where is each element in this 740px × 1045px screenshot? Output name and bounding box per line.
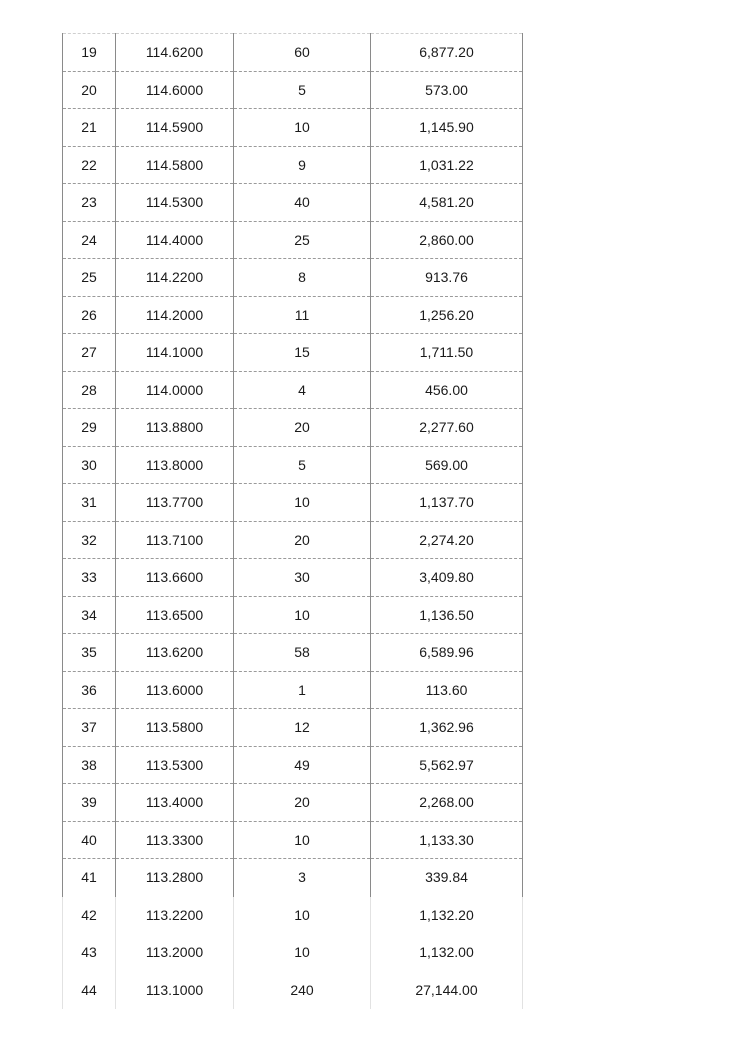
amount-cell: 2,860.00 (371, 221, 523, 259)
table-row (63, 709, 523, 747)
price-cell: 114.4000 (116, 221, 234, 259)
row-number-cell: 39 (63, 784, 116, 822)
price-cell: 113.8800 (116, 409, 234, 447)
row-number-cell: 24 (63, 221, 116, 259)
price-cell: 113.7100 (116, 521, 234, 559)
price-cell: 113.2800 (116, 859, 234, 897)
amount-cell: 2,268.00 (371, 784, 523, 822)
table-row (63, 634, 523, 672)
price-cell: 114.6000 (116, 71, 234, 109)
row-number-cell: 20 (63, 71, 116, 109)
price-cell: 113.3300 (116, 821, 234, 859)
table-row (63, 34, 523, 72)
price-cell: 113.1000 (116, 971, 234, 1009)
amount-cell: 2,274.20 (371, 521, 523, 559)
quantity-cell: 4 (234, 371, 371, 409)
row-number-cell: 40 (63, 821, 116, 859)
table-row (63, 559, 523, 597)
quantity-cell: 10 (234, 109, 371, 147)
row-number-cell: 26 (63, 296, 116, 334)
transactions-table (62, 33, 523, 1009)
quantity-cell: 15 (234, 334, 371, 372)
quantity-cell: 5 (234, 446, 371, 484)
price-cell: 113.7700 (116, 484, 234, 522)
price-cell: 113.6600 (116, 559, 234, 597)
table-row (63, 784, 523, 822)
quantity-cell: 12 (234, 709, 371, 747)
quantity-cell: 11 (234, 296, 371, 334)
table-row (63, 334, 523, 372)
table-row (63, 296, 523, 334)
row-number-cell: 41 (63, 859, 116, 897)
price-cell: 114.2000 (116, 296, 234, 334)
amount-cell: 456.00 (371, 371, 523, 409)
row-number-cell: 42 (63, 896, 116, 934)
table-row (63, 746, 523, 784)
quantity-cell: 10 (234, 896, 371, 934)
table-row (63, 184, 523, 222)
row-number-cell: 44 (63, 971, 116, 1009)
amount-cell: 3,409.80 (371, 559, 523, 597)
row-number-cell: 33 (63, 559, 116, 597)
amount-cell: 6,877.20 (371, 34, 523, 72)
amount-cell: 1,031.22 (371, 146, 523, 184)
quantity-cell: 8 (234, 259, 371, 297)
amount-cell: 1,132.00 (371, 934, 523, 972)
amount-cell: 1,362.96 (371, 709, 523, 747)
quantity-cell: 58 (234, 634, 371, 672)
row-number-cell: 31 (63, 484, 116, 522)
table-row (63, 409, 523, 447)
amount-cell: 913.76 (371, 259, 523, 297)
price-cell: 114.1000 (116, 334, 234, 372)
amount-cell: 573.00 (371, 71, 523, 109)
table-row (63, 146, 523, 184)
quantity-cell: 20 (234, 521, 371, 559)
row-number-cell: 22 (63, 146, 116, 184)
quantity-cell: 3 (234, 859, 371, 897)
table-row (63, 446, 523, 484)
quantity-cell: 9 (234, 146, 371, 184)
row-number-cell: 29 (63, 409, 116, 447)
row-number-cell: 38 (63, 746, 116, 784)
table-row (63, 821, 523, 859)
price-cell: 114.5800 (116, 146, 234, 184)
quantity-cell: 49 (234, 746, 371, 784)
row-number-cell: 35 (63, 634, 116, 672)
table-row (63, 221, 523, 259)
quantity-cell: 20 (234, 409, 371, 447)
row-number-cell: 28 (63, 371, 116, 409)
quantity-cell: 10 (234, 821, 371, 859)
quantity-cell: 10 (234, 934, 371, 972)
table-row (63, 596, 523, 634)
table-row (63, 109, 523, 147)
price-cell: 113.6200 (116, 634, 234, 672)
price-cell: 113.2000 (116, 934, 234, 972)
quantity-cell: 30 (234, 559, 371, 597)
amount-cell: 1,136.50 (371, 596, 523, 634)
price-cell: 113.5300 (116, 746, 234, 784)
price-cell: 113.5800 (116, 709, 234, 747)
table-row (63, 484, 523, 522)
table-row (63, 934, 523, 972)
row-number-cell: 21 (63, 109, 116, 147)
table-row (63, 671, 523, 709)
amount-cell: 569.00 (371, 446, 523, 484)
quantity-cell: 240 (234, 971, 371, 1009)
amount-cell: 2,277.60 (371, 409, 523, 447)
price-cell: 113.6000 (116, 671, 234, 709)
price-cell: 114.6200 (116, 34, 234, 72)
row-number-cell: 37 (63, 709, 116, 747)
price-cell: 113.6500 (116, 596, 234, 634)
row-number-cell: 25 (63, 259, 116, 297)
quantity-cell: 60 (234, 34, 371, 72)
quantity-cell: 25 (234, 221, 371, 259)
amount-cell: 4,581.20 (371, 184, 523, 222)
price-cell: 113.4000 (116, 784, 234, 822)
row-number-cell: 23 (63, 184, 116, 222)
amount-cell: 27,144.00 (371, 971, 523, 1009)
row-number-cell: 34 (63, 596, 116, 634)
table-row (63, 71, 523, 109)
row-number-cell: 30 (63, 446, 116, 484)
quantity-cell: 10 (234, 484, 371, 522)
amount-cell: 339.84 (371, 859, 523, 897)
row-number-cell: 36 (63, 671, 116, 709)
amount-cell: 6,589.96 (371, 634, 523, 672)
amount-cell: 113.60 (371, 671, 523, 709)
table-row (63, 259, 523, 297)
table-row (63, 896, 523, 934)
price-cell: 113.8000 (116, 446, 234, 484)
row-number-cell: 19 (63, 34, 116, 72)
amount-cell: 1,145.90 (371, 109, 523, 147)
price-cell: 114.2200 (116, 259, 234, 297)
quantity-cell: 20 (234, 784, 371, 822)
transactions-table-body (63, 34, 523, 1009)
price-cell: 113.2200 (116, 896, 234, 934)
row-number-cell: 27 (63, 334, 116, 372)
quantity-cell: 1 (234, 671, 371, 709)
amount-cell: 1,256.20 (371, 296, 523, 334)
table-row (63, 971, 523, 1009)
price-cell: 114.5900 (116, 109, 234, 147)
amount-cell: 1,132.20 (371, 896, 523, 934)
table-row (63, 521, 523, 559)
amount-cell: 1,711.50 (371, 334, 523, 372)
table-row (63, 371, 523, 409)
price-cell: 114.5300 (116, 184, 234, 222)
quantity-cell: 5 (234, 71, 371, 109)
table-row (63, 859, 523, 897)
amount-cell: 5,562.97 (371, 746, 523, 784)
price-cell: 114.0000 (116, 371, 234, 409)
row-number-cell: 43 (63, 934, 116, 972)
quantity-cell: 40 (234, 184, 371, 222)
row-number-cell: 32 (63, 521, 116, 559)
quantity-cell: 10 (234, 596, 371, 634)
amount-cell: 1,133.30 (371, 821, 523, 859)
amount-cell: 1,137.70 (371, 484, 523, 522)
